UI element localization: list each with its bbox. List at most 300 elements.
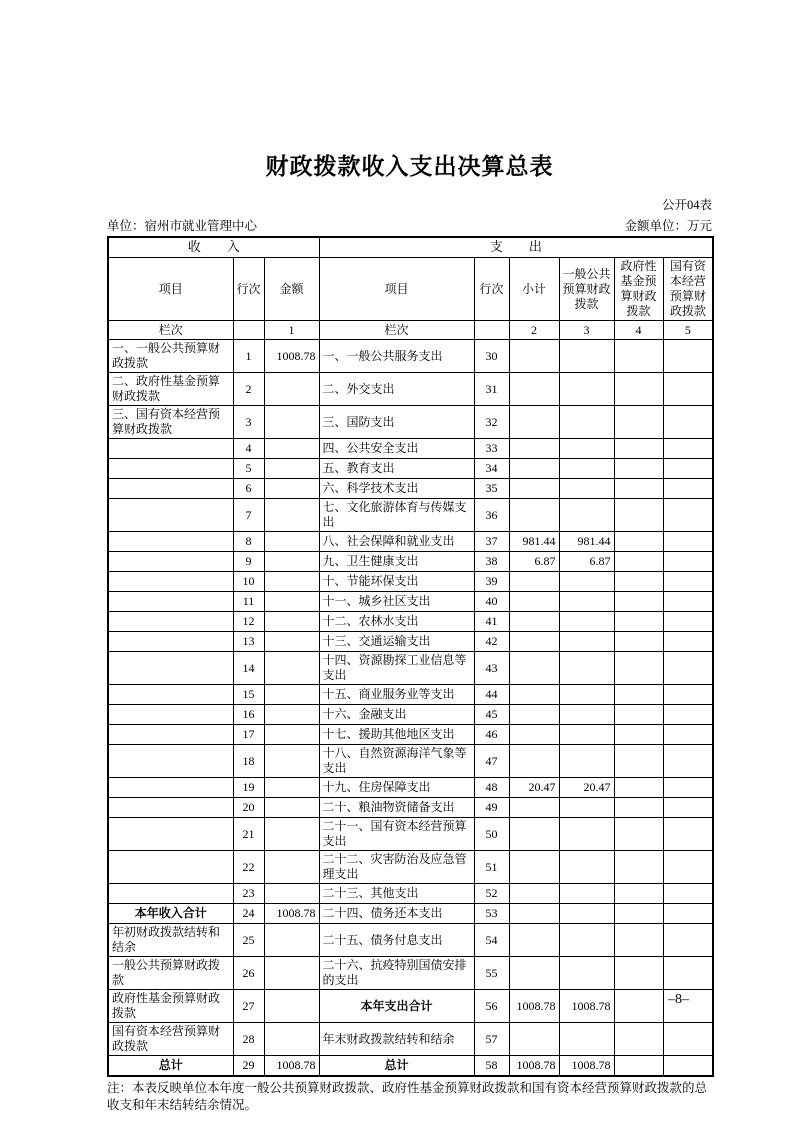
cell-income-amount [264,884,319,904]
cell-subtotal [509,479,559,499]
cell-state-capital-budget [663,373,713,406]
cell-expense-line: 41 [474,612,509,632]
cell-expense-item: 二十四、债务还本支出 [319,904,474,924]
section-header-row [108,237,713,258]
cell-expense-line: 36 [474,499,509,532]
cell-expense-line: 47 [474,745,509,778]
cell-income-item [108,499,233,532]
table-row [108,851,713,884]
cell-subtotal [509,705,559,725]
cell-subtotal [509,884,559,904]
table-row [108,612,713,632]
table-row [108,572,713,592]
cell-general-public-budget [559,685,614,705]
lanci-expense-item: 栏次 [319,321,474,340]
table-row [108,818,713,851]
cell-general-public-budget [559,904,614,924]
cell-income-amount [264,572,319,592]
cell-gov-fund-budget [614,990,663,1023]
cell-expense-line: 39 [474,572,509,592]
cell-income-amount [264,851,319,884]
cell-subtotal [509,851,559,884]
cell-income-amount [264,705,319,725]
cell-subtotal [509,406,559,439]
cell-income-line: 5 [233,459,264,479]
cell-income-line: 21 [233,818,264,851]
cell-subtotal [509,499,559,532]
cell-expense-item: 二十一、国有资本经营预算支出 [319,818,474,851]
cell-gov-fund-budget [614,884,663,904]
cell-expense-line: 30 [474,340,509,373]
col-header-subtotal: 小计 [509,258,559,321]
cell-general-public-budget [559,373,614,406]
cell-income-line: 13 [233,632,264,652]
cell-income-amount [264,373,319,406]
cell-state-capital-budget [663,592,713,612]
cell-expense-item: 本年支出合计 [319,990,474,1023]
cell-subtotal [509,572,559,592]
cell-gov-fund-budget [614,1023,663,1056]
cell-expense-line: 35 [474,479,509,499]
cell-general-public-budget [559,479,614,499]
cell-general-public-budget [559,725,614,745]
col-header-general-public-budget: 一般公共预算财政拨款 [559,258,614,321]
cell-expense-line: 38 [474,552,509,572]
cell-income-line: 23 [233,884,264,904]
cell-income-amount [264,592,319,612]
amount-unit-label: 金额单位：万元 [624,219,712,233]
cell-income-line: 2 [233,373,264,406]
cell-general-public-budget [559,572,614,592]
cell-gov-fund-budget [614,1056,663,1077]
cell-gov-fund-budget [614,904,663,924]
cell-income-line: 20 [233,798,264,818]
cell-expense-line: 56 [474,990,509,1023]
cell-expense-item: 十九、住房保障支出 [319,778,474,798]
cell-income-item: 年初财政拨款结转和结余 [108,924,233,957]
cell-subtotal [509,459,559,479]
table-row [108,884,713,904]
cell-income-amount [264,499,319,532]
col-header-income-line: 行次 [233,258,264,321]
cell-general-public-budget [559,884,614,904]
cell-expense-item: 十六、金融支出 [319,705,474,725]
cell-general-public-budget [559,798,614,818]
cell-income-amount [264,552,319,572]
cell-income-line: 1 [233,340,264,373]
cell-expense-item: 二十五、债务付息支出 [319,924,474,957]
cell-gov-fund-budget [614,459,663,479]
cell-gov-fund-budget [614,572,663,592]
cell-income-item [108,818,233,851]
cell-state-capital-budget [663,778,713,798]
cell-subtotal: 1008.78 [509,990,559,1023]
cell-expense-line: 46 [474,725,509,745]
col-header-gov-fund-budget: 政府性基金预算财政拨款 [614,258,663,321]
cell-subtotal [509,924,559,957]
cell-expense-item: 二十六、抗疫特别国债安排的支出 [319,957,474,990]
cell-general-public-budget: 6.87 [559,552,614,572]
cell-income-line: 15 [233,685,264,705]
cell-gov-fund-budget [614,924,663,957]
col-header-expense-line: 行次 [474,258,509,321]
cell-income-item [108,685,233,705]
cell-income-amount: 1008.78 [264,1056,319,1077]
cell-state-capital-budget [663,439,713,459]
cell-gov-fund-budget [614,552,663,572]
cell-income-item [108,532,233,552]
table-row [108,725,713,745]
cell-expense-item: 二十、粮油物资储备支出 [319,798,474,818]
cell-gov-fund-budget [614,532,663,552]
cell-expense-item: 十八、自然资源海洋气象等支出 [319,745,474,778]
cell-income-line: 22 [233,851,264,884]
cell-gov-fund-budget [614,705,663,725]
cell-income-amount [264,532,319,552]
cell-expense-item: 四、公共安全支出 [319,439,474,459]
cell-subtotal: 1008.78 [509,1056,559,1077]
table-row [108,778,713,798]
lanci-gov-fund-budget: 4 [614,321,663,340]
col-header-state-capital-budget: 国有资本经营预算财政拨款 [663,258,713,321]
cell-state-capital-budget [663,884,713,904]
cell-state-capital-budget [663,904,713,924]
cell-income-item [108,652,233,685]
table-row [108,1023,713,1056]
cell-state-capital-budget [663,851,713,884]
cell-income-line: 26 [233,957,264,990]
cell-income-line: 10 [233,572,264,592]
cell-expense-item: 十七、援助其他地区支出 [319,725,474,745]
cell-income-item [108,884,233,904]
lanci-state-capital-budget: 5 [663,321,713,340]
cell-income-amount [264,406,319,439]
cell-subtotal: 20.47 [509,778,559,798]
cell-income-item: 政府性基金预算财政拨款 [108,990,233,1023]
cell-income-amount [264,632,319,652]
cell-subtotal [509,340,559,373]
table-row [108,340,713,373]
cell-income-item: 一、一般公共预算财政拨款 [108,340,233,373]
cell-general-public-budget [559,406,614,439]
cell-expense-line: 40 [474,592,509,612]
cell-state-capital-budget [663,652,713,685]
cell-income-line: 25 [233,924,264,957]
cell-general-public-budget [559,499,614,532]
cell-income-line: 4 [233,439,264,459]
cell-income-line: 8 [233,532,264,552]
cell-gov-fund-budget [614,373,663,406]
table-row [108,1056,713,1077]
cell-income-line: 9 [233,552,264,572]
cell-gov-fund-budget [614,406,663,439]
table-row [108,798,713,818]
cell-state-capital-budget [663,532,713,552]
cell-income-line: 12 [233,612,264,632]
column-index-row [108,321,713,340]
table-row [108,745,713,778]
cell-income-amount [264,924,319,957]
table-row [108,904,713,924]
cell-income-item [108,705,233,725]
cell-gov-fund-budget [614,439,663,459]
cell-income-line: 16 [233,705,264,725]
cell-expense-line: 55 [474,957,509,990]
cell-general-public-budget [559,459,614,479]
cell-income-item [108,725,233,745]
table-row [108,957,713,990]
cell-expense-line: 43 [474,652,509,685]
cell-state-capital-budget [663,499,713,532]
cell-income-line: 18 [233,745,264,778]
cell-income-amount [264,745,319,778]
cell-general-public-budget [559,439,614,459]
page-number: –8– [668,992,689,1007]
budget-table [107,236,714,1077]
cell-gov-fund-budget [614,778,663,798]
unit-label: 单位：宿州市就业管理中心 [107,219,258,233]
cell-subtotal [509,725,559,745]
cell-state-capital-budget [663,459,713,479]
page-title: 财政拨款收入支出决算总表 [265,154,554,179]
table-row [108,459,713,479]
cell-income-item: 国有资本经营预算财政拨款 [108,1023,233,1056]
cell-general-public-budget [559,632,614,652]
cell-general-public-budget [559,851,614,884]
table-row [108,499,713,532]
cell-subtotal [509,798,559,818]
cell-expense-item: 七、文化旅游体育与传媒支出 [319,499,474,532]
cell-gov-fund-budget [614,725,663,745]
cell-state-capital-budget [663,705,713,725]
table-body [108,340,713,1077]
cell-general-public-budget [559,612,614,632]
cell-income-line: 17 [233,725,264,745]
cell-income-amount [264,439,319,459]
public-table-label: 公开04表 [661,198,712,212]
cell-income-amount [264,685,319,705]
cell-income-amount: 1008.78 [264,340,319,373]
cell-income-amount [264,990,319,1023]
cell-general-public-budget [559,957,614,990]
cell-subtotal [509,745,559,778]
cell-income-line: 28 [233,1023,264,1056]
cell-general-public-budget [559,652,614,685]
cell-subtotal [509,818,559,851]
cell-state-capital-budget [663,612,713,632]
cell-expense-line: 31 [474,373,509,406]
lanci-expense-line [474,321,509,340]
cell-income-amount [264,778,319,798]
cell-income-amount [264,725,319,745]
cell-expense-item: 六、科学技术支出 [319,479,474,499]
cell-subtotal [509,439,559,459]
table-row [108,479,713,499]
cell-expense-line: 51 [474,851,509,884]
cell-subtotal: 6.87 [509,552,559,572]
cell-state-capital-budget [663,745,713,778]
cell-state-capital-budget [663,340,713,373]
cell-income-item [108,479,233,499]
cell-expense-line: 57 [474,1023,509,1056]
cell-general-public-budget [559,924,614,957]
cell-state-capital-budget [663,1023,713,1056]
cell-income-item [108,612,233,632]
cell-expense-line: 49 [474,798,509,818]
cell-general-public-budget: 1008.78 [559,1056,614,1077]
cell-state-capital-budget [663,552,713,572]
cell-income-line: 6 [233,479,264,499]
table-row [108,705,713,725]
cell-expense-line: 54 [474,924,509,957]
cell-expense-item: 十四、资源勘探工业信息等支出 [319,652,474,685]
expense-section-header: 支 出 [319,237,713,258]
cell-income-line: 7 [233,499,264,532]
cell-state-capital-budget [663,798,713,818]
table-row [108,406,713,439]
cell-income-item [108,592,233,612]
cell-general-public-budget: 20.47 [559,778,614,798]
table-row [108,532,713,552]
cell-expense-item: 三、国防支出 [319,406,474,439]
cell-income-line: 14 [233,652,264,685]
cell-income-line: 3 [233,406,264,439]
cell-general-public-budget [559,592,614,612]
cell-income-item [108,778,233,798]
cell-general-public-budget: 981.44 [559,532,614,552]
table-row [108,592,713,612]
cell-gov-fund-budget [614,499,663,532]
cell-income-amount [264,479,319,499]
cell-gov-fund-budget [614,685,663,705]
cell-income-item [108,572,233,592]
cell-income-line: 29 [233,1056,264,1077]
cell-state-capital-budget [663,572,713,592]
cell-subtotal: 981.44 [509,532,559,552]
cell-income-amount: 1008.78 [264,904,319,924]
lanci-general-public-budget: 3 [559,321,614,340]
table-row [108,373,713,406]
cell-income-amount [264,957,319,990]
cell-general-public-budget [559,705,614,725]
cell-income-item: 三、国有资本经营预算财政拨款 [108,406,233,439]
cell-expense-item: 十三、交通运输支出 [319,632,474,652]
lanci-income-line [233,321,264,340]
col-header-income-amount: 金额 [264,258,319,321]
cell-general-public-budget [559,340,614,373]
cell-gov-fund-budget [614,818,663,851]
cell-income-amount [264,652,319,685]
lanci-income-item: 栏次 [108,321,233,340]
cell-income-line: 11 [233,592,264,612]
cell-expense-item: 十二、农林水支出 [319,612,474,632]
cell-income-amount [264,459,319,479]
cell-state-capital-budget [663,406,713,439]
meta-row [107,216,712,236]
lanci-income-amount: 1 [264,321,319,340]
cell-income-item [108,745,233,778]
cell-state-capital-budget [663,1056,713,1077]
cell-gov-fund-budget [614,340,663,373]
cell-expense-line: 53 [474,904,509,924]
cell-gov-fund-budget [614,632,663,652]
cell-expense-item: 十五、商业服务业等支出 [319,685,474,705]
cell-expense-item: 总计 [319,1056,474,1077]
cell-income-item [108,798,233,818]
cell-income-line: 27 [233,990,264,1023]
cell-subtotal [509,957,559,990]
cell-gov-fund-budget [614,957,663,990]
cell-subtotal [509,685,559,705]
cell-subtotal [509,652,559,685]
cell-income-item: 本年收入合计 [108,904,233,924]
cell-expense-item: 年末财政拨款结转和结余 [319,1023,474,1056]
table-row [108,924,713,957]
cell-expense-item: 二、外交支出 [319,373,474,406]
cell-general-public-budget [559,745,614,778]
cell-expense-line: 52 [474,884,509,904]
cell-expense-item: 一、一般公共服务支出 [319,340,474,373]
cell-expense-item: 十、节能环保支出 [319,572,474,592]
col-header-expense-item: 项目 [319,258,474,321]
cell-state-capital-budget [663,957,713,990]
table-row [108,685,713,705]
cell-gov-fund-budget [614,851,663,884]
cell-state-capital-budget [663,632,713,652]
cell-gov-fund-budget [614,479,663,499]
cell-expense-item: 二十三、其他支出 [319,884,474,904]
cell-expense-line: 34 [474,459,509,479]
cell-income-line: 19 [233,778,264,798]
cell-income-amount [264,818,319,851]
cell-general-public-budget: 1008.78 [559,990,614,1023]
cell-general-public-budget [559,1023,614,1056]
cell-expense-line: 58 [474,1056,509,1077]
cell-income-item [108,439,233,459]
cell-gov-fund-budget [614,652,663,685]
table-row [108,439,713,459]
cell-expense-item: 八、社会保障和就业支出 [319,532,474,552]
cell-expense-line: 44 [474,685,509,705]
cell-expense-line: 50 [474,818,509,851]
footnote: 注：本表反映单位本年度一般公共预算财政拨款、政府性基金预算财政拨款和国有资本经营预算财政拨款的总收支和年末结转结余情况。 [107,1081,708,1112]
table-row [108,632,713,652]
cell-state-capital-budget [663,818,713,851]
cell-income-amount [264,798,319,818]
cell-gov-fund-budget [614,612,663,632]
cell-income-amount [264,612,319,632]
table-row [108,552,713,572]
cell-expense-item: 九、卫生健康支出 [319,552,474,572]
cell-income-item [108,552,233,572]
cell-subtotal [509,904,559,924]
cell-expense-line: 37 [474,532,509,552]
lanci-subtotal: 2 [509,321,559,340]
cell-expense-item: 二十二、灾害防治及应急管理支出 [319,851,474,884]
cell-expense-line: 32 [474,406,509,439]
cell-state-capital-budget [663,924,713,957]
cell-subtotal [509,612,559,632]
cell-state-capital-budget [663,479,713,499]
cell-income-item: 二、政府性基金预算财政拨款 [108,373,233,406]
cell-income-line: 24 [233,904,264,924]
cell-subtotal [509,592,559,612]
cell-expense-line: 48 [474,778,509,798]
cell-expense-item: 十一、城乡社区支出 [319,592,474,612]
cell-general-public-budget [559,818,614,851]
income-section-header: 收 入 [108,237,319,258]
cell-income-item [108,851,233,884]
